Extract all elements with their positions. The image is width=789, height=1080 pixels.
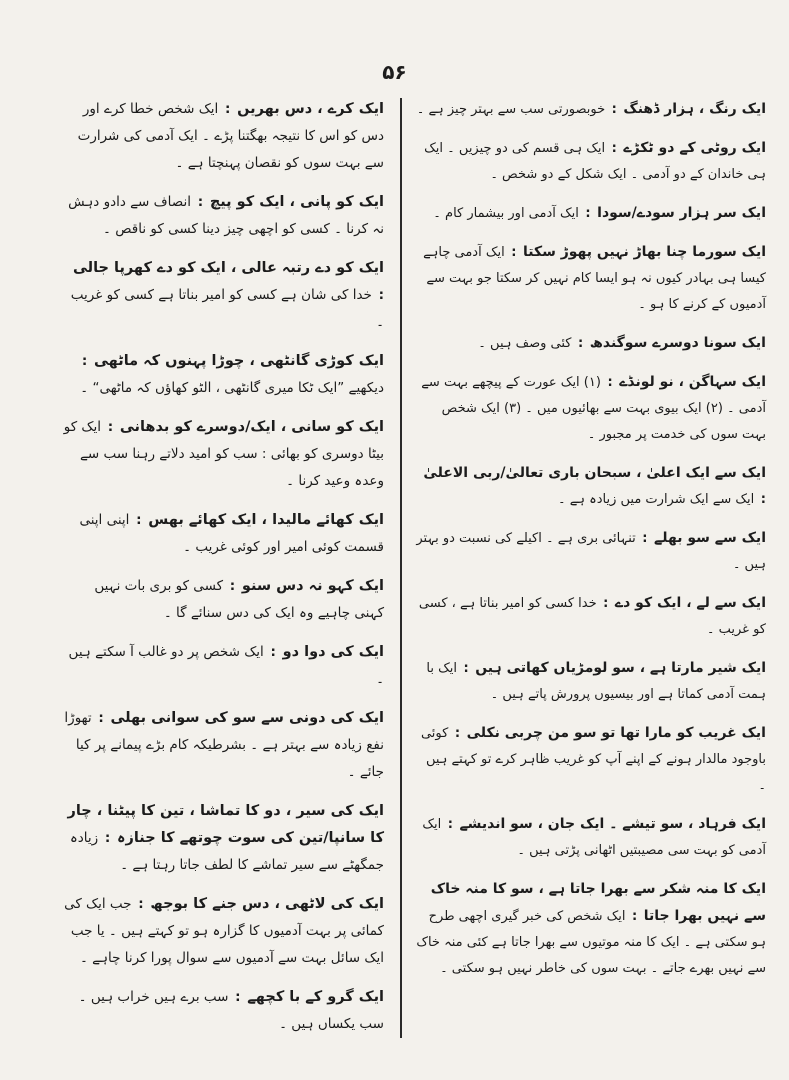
- separator-colon: :: [598, 596, 613, 611]
- proverb-entry: [62, 891, 384, 972]
- separator-colon: :: [602, 375, 618, 390]
- proverb-meaning: تنہائی بری ہے ۔ اکیلے کی نسبت دو بہتر ہیں ۔: [416, 531, 766, 572]
- proverb-head: ایک رنگ ، ہزار ڈھنگ: [623, 101, 766, 117]
- proverb-meaning: جب ایک کی کمائی پر بہت آدمیوں کا گزارہ ہو تو کہتے ہیں ۔ یا جب ایک سائل بہت سے آدمیوں سے سوال پورا کرنا چاہے ۔: [64, 896, 384, 966]
- page-number: ۵۶: [382, 60, 407, 84]
- separator-colon: :: [103, 419, 118, 435]
- proverb-entry: [416, 525, 766, 578]
- proverb-meaning: ایک شخص کی خبر گیری اچھی طرح ہو سکتی ہے ۔ ایک کا منہ موتیوں سے بھرا جاتا ہے کئی منہ خاک سے نہیں بھرے جاتے ۔ بہت سوں کی خاطر نہیں ہو سکتی ۔: [416, 909, 766, 976]
- proverb-entry: [62, 507, 384, 561]
- proverb-meaning: خدا کسی کو امیر بناتا ہے ، کسی کو غریب ۔: [418, 596, 766, 637]
- proverb-meaning: ایک کو بیٹا دوسری کو بھائی : سب کو امید دلاتے رہنا سب سے وعدہ وعید کرنا ۔: [63, 419, 384, 489]
- proverb-head: ایک سے سو بھلے: [654, 530, 766, 546]
- proverb-entry: [62, 798, 384, 879]
- proverb-head: ایک سر ہزار سودے/سودا: [597, 205, 766, 221]
- proverb-head: ایک سورما چنا بھاڑ نہیں پھوڑ سکتا: [522, 244, 766, 260]
- left-column: [62, 96, 384, 1050]
- separator-colon: :: [225, 578, 240, 594]
- proverb-meaning: ایک آدمی کو بہت سی مصیبتیں اٹھانی پڑتی ہیں ۔: [422, 817, 766, 858]
- proverb-head: ایک سے لے ، ایک کو دے: [614, 595, 766, 611]
- proverb-entry: [62, 348, 384, 402]
- proverb-head: ایک کی دونی سے سو کی سوانی بھلی: [110, 710, 384, 726]
- proverb-entry: [62, 984, 384, 1038]
- separator-colon: :: [506, 245, 521, 260]
- proverb-head: ایک کو سانی ، ایک/دوسرے کو بدھانی: [119, 419, 384, 435]
- proverb-head: ایک شیر مارتا ہے ، سو لومڑیاں کھاتی ہیں: [475, 660, 766, 676]
- proverb-head: ایک کو پانی ، ایک کو پیچ: [209, 194, 384, 210]
- separator-colon: :: [637, 531, 653, 546]
- proverb-head: ایک کہو نہ دس سنو: [241, 578, 384, 594]
- separator-colon: :: [220, 101, 236, 117]
- proverb-entry: [416, 96, 766, 123]
- proverb-entry: [62, 414, 384, 495]
- proverb-entry: [416, 330, 766, 357]
- separator-colon: :: [756, 492, 766, 507]
- proverb-head: ایک سہاگن ، نو لونڈے: [619, 374, 766, 390]
- proverb-meaning: ایک شخص خطا کرے اور دس کو اس کا نتیجہ بھگتنا پڑے ۔ ایک آدمی کی شرارت سے بہت سوں کو نقصان پہنچتا ہے ۔: [77, 101, 384, 171]
- proverb-entry: [416, 460, 766, 513]
- proverb-meaning: (۱) ایک عورت کے پیچھے بہت سے آدمی ۔ (۲) ایک بیوی بہت سے بھائیوں میں ۔ (۳) ایک شخص بہت سوں کی خدمت پر مجبور ۔: [421, 375, 766, 442]
- proverb-entry: [416, 135, 766, 188]
- proverb-meaning: ایک شخص پر دو غالب آ سکتے ہیں ۔: [68, 644, 384, 687]
- separator-colon: :: [265, 644, 281, 660]
- proverb-meaning: ایک آدمی چاہے کیسا ہی بہادر کیوں نہ ہو ایسا کام نہیں کر سکتا جو بہت سے آدمیوں کے کرنے کا ہو ۔: [423, 245, 766, 312]
- column-divider: [400, 98, 402, 1038]
- proverb-entry: [416, 655, 766, 708]
- proverb-head: ایک غریب کو مارا تھا تو سو من چربی نکلی: [466, 725, 766, 741]
- proverb-head: ایک سے ایک اعلیٰ ، سبحان باری تعالیٰ/ربی الاعلیٰ: [423, 465, 766, 481]
- separator-colon: :: [230, 989, 246, 1005]
- proverb-entry: [62, 705, 384, 786]
- proverb-entry: [416, 369, 766, 448]
- proverb-meaning: کسی کو بری بات نہیں کہنی چاہیے وہ ایک کی دس سنائے گا ۔: [94, 578, 384, 621]
- separator-colon: :: [193, 194, 208, 210]
- proverb-entry: [416, 720, 766, 799]
- proverb-head: ایک کا منہ شکر سے بھرا جاتا ہے ، سو کا منہ خاک سے نہیں بھرا جاتا: [430, 881, 766, 924]
- right-column: [416, 96, 766, 994]
- proverb-head: ایک کرے ، دس بھریں: [237, 101, 384, 117]
- proverb-meaning: ایک با ہمت آدمی کماتا ہے اور بیسیوں پرورش پاتے ہیں ۔: [426, 661, 766, 702]
- proverb-meaning: اپنی اپنی قسمت کوئی امیر اور کوئی غریب ۔: [79, 512, 384, 555]
- proverb-head: ایک گرو کے با کچھے: [247, 989, 384, 1005]
- proverb-head: ایک کی دوا دو: [282, 644, 384, 660]
- proverb-head: ایک کوڑی گانٹھی ، چوڑا پہنوں کہ ماٹھی: [94, 353, 384, 369]
- separator-colon: :: [131, 512, 147, 528]
- proverb-entry: [416, 590, 766, 643]
- separator-colon: :: [100, 830, 115, 846]
- separator-colon: :: [607, 102, 622, 117]
- proverb-entry: [62, 639, 384, 693]
- proverb-head: ایک کی سیر ، دو کا تماشا ، تین کا پیٹنا ، چار کا سانپا/تین کی سوت چوتھے کا جنازہ: [67, 803, 384, 846]
- proverb-head: ایک روٹی کے دو ٹکڑے: [623, 140, 766, 156]
- separator-colon: :: [450, 726, 465, 741]
- proverb-entry: [62, 189, 384, 243]
- proverb-meaning: ایک ہی قسم کی دو چیزیں ۔ ایک ہی خاندان کے دو آدمی ۔ ایک شکل کے دو شخص ۔: [424, 141, 766, 182]
- proverb-meaning: ایک سے ایک شرارت میں زیادہ ہے ۔: [558, 492, 755, 507]
- proverb-meaning: انصاف سے دادو دہش نہ کرنا ۔ کسی کو اچھی چیز دینا کسی کو ناقص ۔: [68, 194, 384, 237]
- proverb-entry: [416, 200, 766, 227]
- separator-colon: :: [93, 710, 109, 726]
- proverb-head: ایک کی لاٹھی ، دس جنے کا بوجھ: [150, 896, 384, 912]
- proverb-head: ایک سونا دوسرے سوگندھ: [589, 335, 766, 351]
- proverb-entry: [62, 96, 384, 177]
- separator-colon: :: [458, 661, 474, 676]
- proverb-meaning: سب برے ہیں خراب ہیں ۔ سب یکساں ہیں ۔: [78, 989, 384, 1032]
- proverb-head: ایک فرہاد ، سو تیشے ۔ ایک جان ، سو اندیشے: [459, 816, 766, 832]
- separator-colon: :: [443, 817, 458, 832]
- separator-colon: :: [573, 336, 588, 351]
- proverb-entry: [62, 573, 384, 627]
- proverb-meaning: کوئی باوجود مالدار ہونے کے اپنے آپ کو غریب ظاہر کرے تو کہتے ہیں ۔: [420, 726, 766, 793]
- separator-colon: :: [373, 287, 384, 303]
- proverb-meaning: خوبصورتی سب سے بہتر چیز ہے ۔: [416, 102, 606, 117]
- proverb-meaning: زیادہ جمگھٹے سے سیر تماشے کا لطف جاتا رہتا ہے ۔: [69, 830, 384, 873]
- proverb-meaning: دیکھیے ”ایک ٹکا میری گانٹھی ، الٹو کھاؤں کہ ماٹھی“ ۔: [80, 380, 384, 396]
- proverb-entry: [416, 811, 766, 864]
- separator-colon: :: [81, 353, 93, 369]
- separator-colon: :: [607, 141, 622, 156]
- proverb-meaning: تھوڑا نفع زیادہ سے بہتر ہے ۔ بشرطیکہ کام بڑے پیمانے پر کیا جائے ۔: [64, 710, 384, 780]
- separator-colon: :: [627, 909, 642, 924]
- proverb-meaning: کئی وصف ہیں ۔: [478, 336, 572, 351]
- proverb-entry: [416, 876, 766, 982]
- proverb-meaning: خدا کی شان ہے کسی کو امیر بناتا ہے کسی کو غریب ۔: [70, 287, 384, 330]
- separator-colon: :: [133, 896, 149, 912]
- proverb-head: ایک کھائے مالیدا ، ایک کھائے بھس: [148, 512, 384, 528]
- proverb-meaning: ایک آدمی اور بیشمار کام ۔: [433, 206, 579, 221]
- separator-colon: :: [580, 206, 596, 221]
- proverb-entry: [416, 239, 766, 318]
- proverb-head: ایک کو دے رتبہ عالی ، ایک کو دے کھرپا جالی: [72, 260, 384, 276]
- proverb-entry: [62, 255, 384, 336]
